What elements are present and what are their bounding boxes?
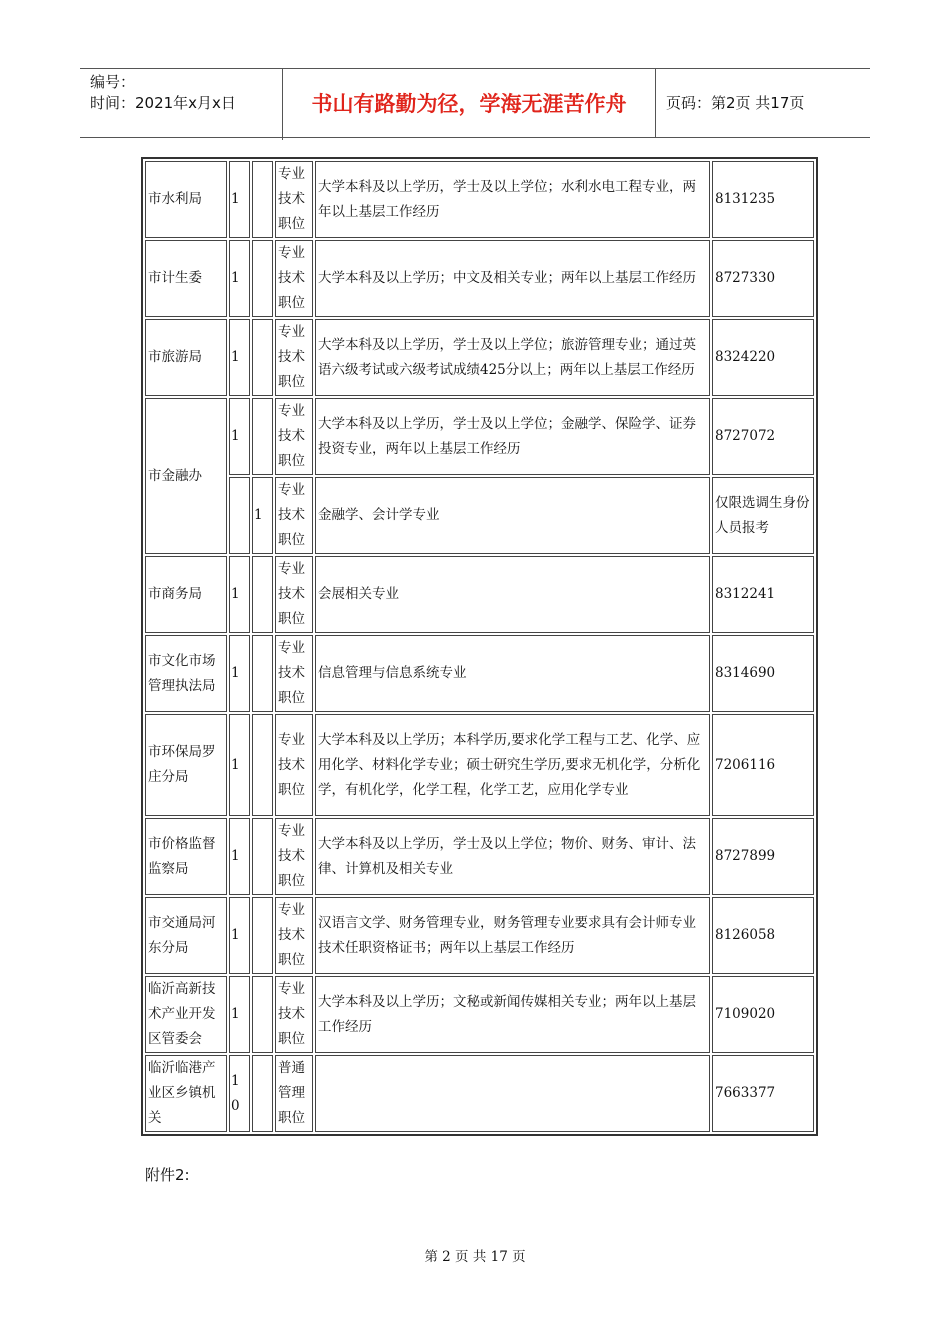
table-row	[145, 477, 814, 554]
count-cell-2: 1	[252, 477, 273, 554]
unit-cell: 市价格监督监察局	[145, 818, 227, 895]
unit-cell: 临沂高新技术产业开发区管委会	[145, 976, 227, 1053]
requirement-cell: 大学本科及以上学历；文秘或新闻传媒相关专业；两年以上基层工作经历	[315, 976, 710, 1053]
count-cell: 1	[229, 818, 250, 895]
header-left	[80, 69, 283, 140]
type-cell: 专业技术职位	[275, 319, 313, 396]
count-cell-2	[252, 635, 273, 712]
unit-cell: 市旅游局	[145, 319, 227, 396]
count-cell: 1	[229, 161, 250, 238]
requirement-cell: 大学本科及以上学历，学士及以上学位；金融学、保险学、证券投资专业，两年以上基层工作经历	[315, 398, 710, 475]
table-row	[145, 240, 814, 317]
count-cell-2	[252, 818, 273, 895]
requirement-cell: 大学本科及以上学历；中文及相关专业；两年以上基层工作经历	[315, 240, 710, 317]
unit-cell: 市环保局罗庄分局	[145, 714, 227, 816]
count-cell-2	[252, 1055, 273, 1132]
count-cell-2	[252, 897, 273, 974]
table-row	[145, 714, 814, 816]
table-row	[145, 398, 814, 475]
count-cell-2	[252, 556, 273, 633]
requirement-cell: 汉语言文学、财务管理专业，财务管理专业要求具有会计师专业技术任职资格证书；两年以上基层工作经历	[315, 897, 710, 974]
phone-cell: 8312241	[712, 556, 814, 633]
page-header	[80, 68, 870, 138]
count-cell-2	[252, 398, 273, 475]
table-row	[145, 556, 814, 633]
unit-cell: 市交通局河东分局	[145, 897, 227, 974]
requirement-cell: 金融学、会计学专业	[315, 477, 710, 554]
requirement-cell: 大学本科及以上学历；本科学历,要求化学工程与工艺、化学、应用化学、材料化学专业；硕士研究生学历,要求无机化学，分析化学，有机化学，化学工程，化学工艺，应用化学专业	[315, 714, 710, 816]
unit-cell: 临沂临港产业区乡镇机关	[145, 1055, 227, 1132]
number-label: 编号：	[90, 73, 136, 91]
phone-cell: 8727072	[712, 398, 814, 475]
requirement-cell: 会展相关专业	[315, 556, 710, 633]
count-cell-2	[252, 319, 273, 396]
count-cell: 1	[229, 897, 250, 974]
count-cell: 1	[229, 319, 250, 396]
page-footer: 第 2 页 共 17 页	[424, 1249, 526, 1265]
type-cell: 专业技术职位	[275, 714, 313, 816]
type-cell: 普通管理职位	[275, 1055, 313, 1132]
table-row	[145, 161, 814, 238]
requirement-cell	[315, 1055, 710, 1132]
unit-cell: 市计生委	[145, 240, 227, 317]
table-row	[145, 635, 814, 712]
count-cell-2	[252, 976, 273, 1053]
requirement-cell: 大学本科及以上学历，学士及以上学位；物价、财务、审计、法律、计算机及相关专业	[315, 818, 710, 895]
type-cell: 专业技术职位	[275, 818, 313, 895]
phone-cell: 8727330	[712, 240, 814, 317]
page-info: 页码：第2页 共17页	[666, 94, 805, 112]
phone-cell: 8727899	[712, 818, 814, 895]
count-cell: 1	[229, 556, 250, 633]
type-cell: 专业技术职位	[275, 240, 313, 317]
count-cell: 1	[229, 976, 250, 1053]
type-cell: 专业技术职位	[275, 556, 313, 633]
table-row	[145, 818, 814, 895]
type-cell: 专业技术职位	[275, 161, 313, 238]
count-cell: 1	[229, 240, 250, 317]
type-cell: 专业技术职位	[275, 398, 313, 475]
motto: 书山有路勤为径，学海无涯苦作舟	[283, 69, 656, 137]
date-line: 时间：2021年x月x日	[90, 94, 236, 112]
phone-cell: 8126058	[712, 897, 814, 974]
type-cell: 专业技术职位	[275, 897, 313, 974]
requirement-cell: 大学本科及以上学历，学士及以上学位；水利水电工程专业，两年以上基层工作经历	[315, 161, 710, 238]
unit-cell: 市金融办	[145, 398, 227, 554]
count-cell: 1	[229, 714, 250, 816]
table-row	[145, 319, 814, 396]
phone-cell: 仅限选调生身份人员报考	[712, 477, 814, 554]
unit-cell: 市商务局	[145, 556, 227, 633]
count-cell: 1	[229, 398, 250, 475]
count-cell-2	[252, 714, 273, 816]
phone-cell: 7206116	[712, 714, 814, 816]
phone-cell: 8324220	[712, 319, 814, 396]
table-row	[145, 976, 814, 1053]
count-cell-2	[252, 240, 273, 317]
count-cell: 1	[229, 635, 250, 712]
table-row	[145, 897, 814, 974]
type-cell: 专业技术职位	[275, 976, 313, 1053]
unit-cell: 市文化市场管理执法局	[145, 635, 227, 712]
requirement-cell: 大学本科及以上学历，学士及以上学位；旅游管理专业；通过英语六级考试或六级考试成绩425分以上；两年以上基层工作经历	[315, 319, 710, 396]
type-cell: 专业技术职位	[275, 635, 313, 712]
type-cell: 专业技术职位	[275, 477, 313, 554]
attachment-label: 附件2:	[145, 1166, 190, 1184]
requirement-cell: 信息管理与信息系统专业	[315, 635, 710, 712]
phone-cell: 7109020	[712, 976, 814, 1053]
count-cell	[229, 477, 250, 554]
phone-cell: 8131235	[712, 161, 814, 238]
positions-table	[141, 157, 818, 1136]
phone-cell: 7663377	[712, 1055, 814, 1132]
count-cell: 10	[229, 1055, 250, 1132]
count-cell-2	[252, 161, 273, 238]
table-row	[145, 1055, 814, 1132]
unit-cell: 市水利局	[145, 161, 227, 238]
phone-cell: 8314690	[712, 635, 814, 712]
